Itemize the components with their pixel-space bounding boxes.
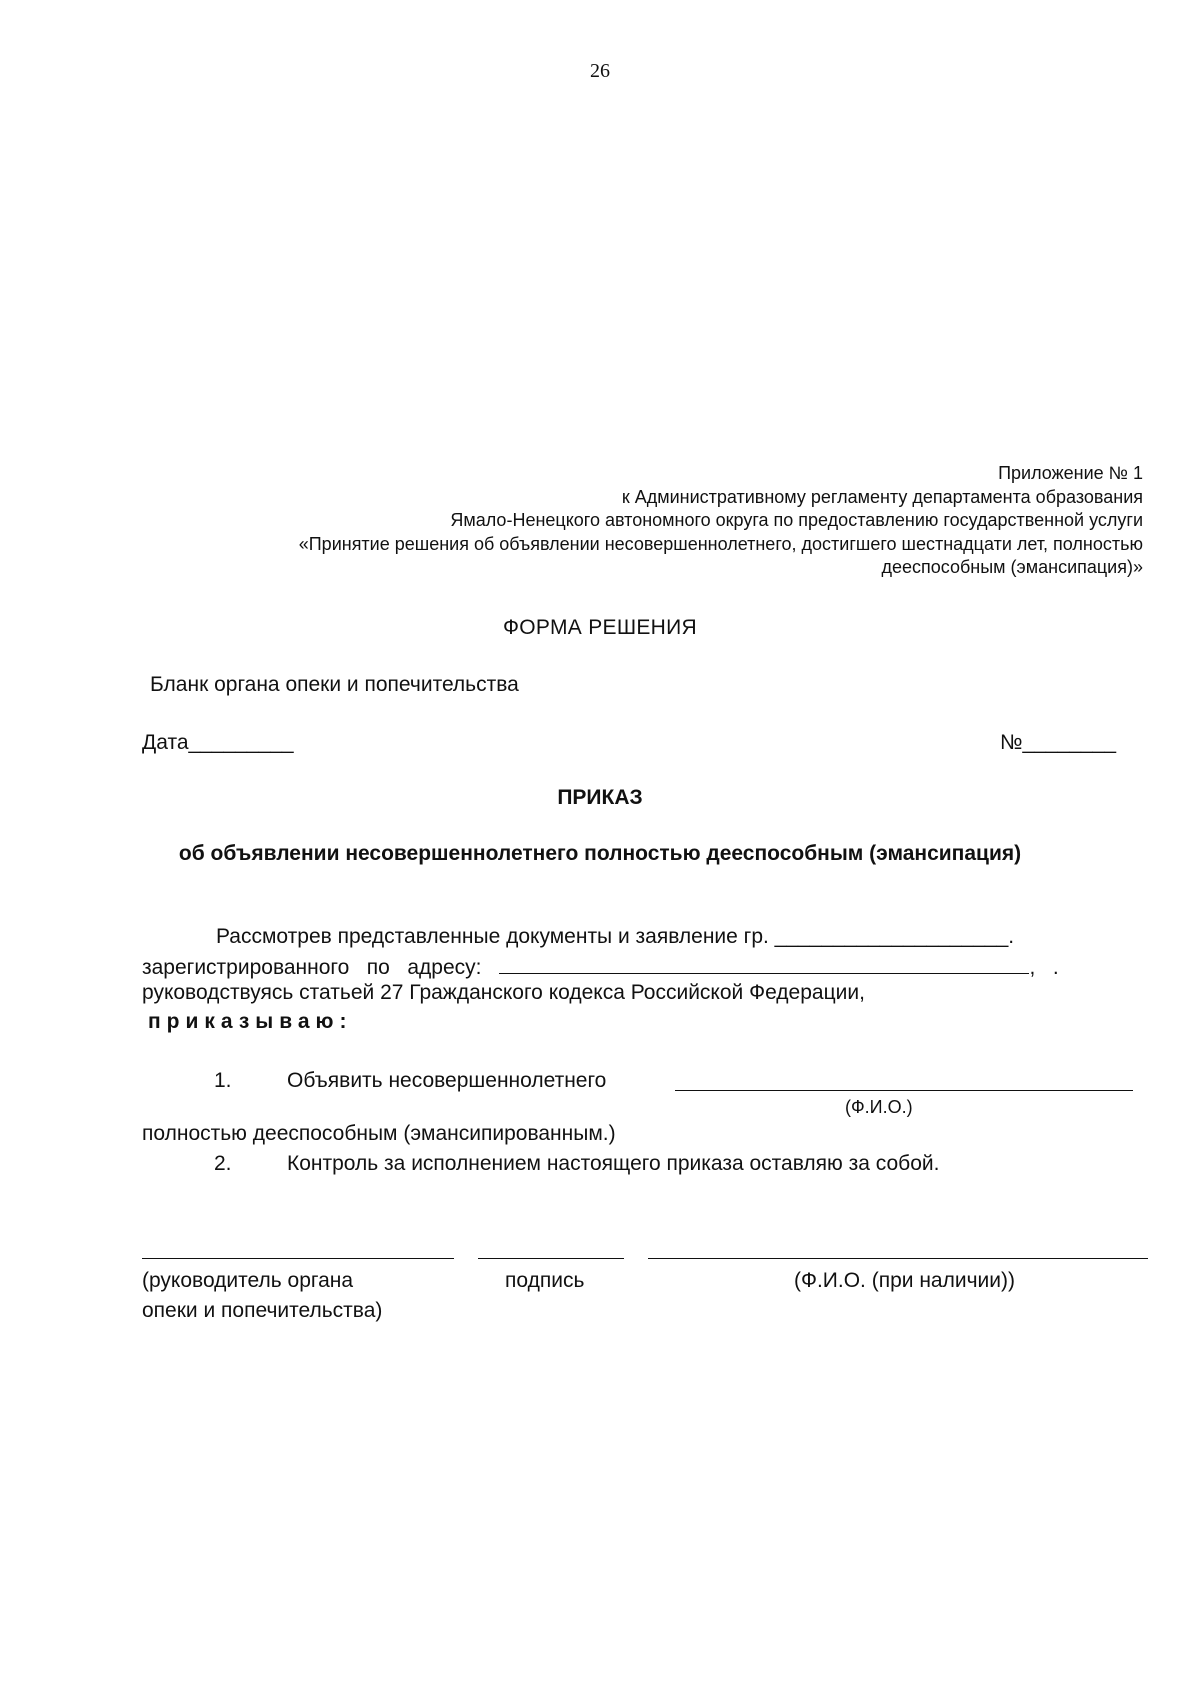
- order-verb: приказываю:: [148, 1010, 353, 1033]
- head-caption-line: (руководитель органа: [142, 1269, 354, 1292]
- name-signature-line: [648, 1258, 1148, 1259]
- item-text: Объявить несовершеннолетнего: [287, 1069, 607, 1092]
- fio-caption: (Ф.И.О.): [845, 1097, 913, 1117]
- item-number: 1.: [214, 1069, 232, 1092]
- signature-line: [478, 1258, 624, 1259]
- order-subtitle: об объявлении несовершеннолетнего полностью дееспособным (эмансипация): [178, 842, 1022, 865]
- number-field: №________: [1000, 731, 1116, 754]
- appendix-line: дееспособным (эмансипация)»: [881, 557, 1143, 577]
- appendix-line: Приложение № 1: [998, 463, 1143, 483]
- body-paragraph-2: [142, 953, 1137, 980]
- body-paragraph-1: Рассмотрев представленные документы и заявление гр. ____________________.: [216, 925, 1015, 948]
- blank-label: Бланк органа опеки и попечительства: [150, 673, 519, 696]
- address-label: зарегистрированного по адресу:: [142, 956, 482, 979]
- address-tail: , .: [1029, 956, 1059, 979]
- appendix-line: «Принятие решения об объявлении несовершеннолетнего, достигшего шестнадцати лет, полностью: [298, 533, 1143, 554]
- item-text: Контроль за исполнением настоящего приказа оставляю за собой.: [287, 1152, 940, 1175]
- body-paragraph-3: руководствуясь статьей 27 Гражданского кодекса Российской Федерации,: [142, 981, 865, 1004]
- form-title: ФОРМА РЕШЕНИЯ: [503, 616, 697, 639]
- appendix-line: к Административному регламенту департамента образования: [621, 486, 1143, 507]
- order-title: ПРИКАЗ: [557, 786, 643, 809]
- item-number: 2.: [214, 1152, 232, 1175]
- page-number: 26: [590, 60, 610, 82]
- fio-fill-line: [675, 1090, 1133, 1091]
- head-caption: [142, 1266, 382, 1326]
- name-caption: (Ф.И.О. (при наличии)): [794, 1269, 1015, 1292]
- head-caption-line: опеки и попечительства): [142, 1299, 383, 1322]
- appendix-line: Ямало-Ненецкого автономного округа по предоставлению государственной услуги: [450, 510, 1143, 530]
- date-field: Дата_________: [142, 731, 294, 754]
- item-continuation: полностью дееспособным (эмансипированным.): [142, 1122, 616, 1145]
- signature-caption: подпись: [505, 1269, 585, 1292]
- appendix-header: [143, 462, 1143, 580]
- head-signature-line: [142, 1258, 454, 1259]
- address-fill-line: [499, 953, 1029, 974]
